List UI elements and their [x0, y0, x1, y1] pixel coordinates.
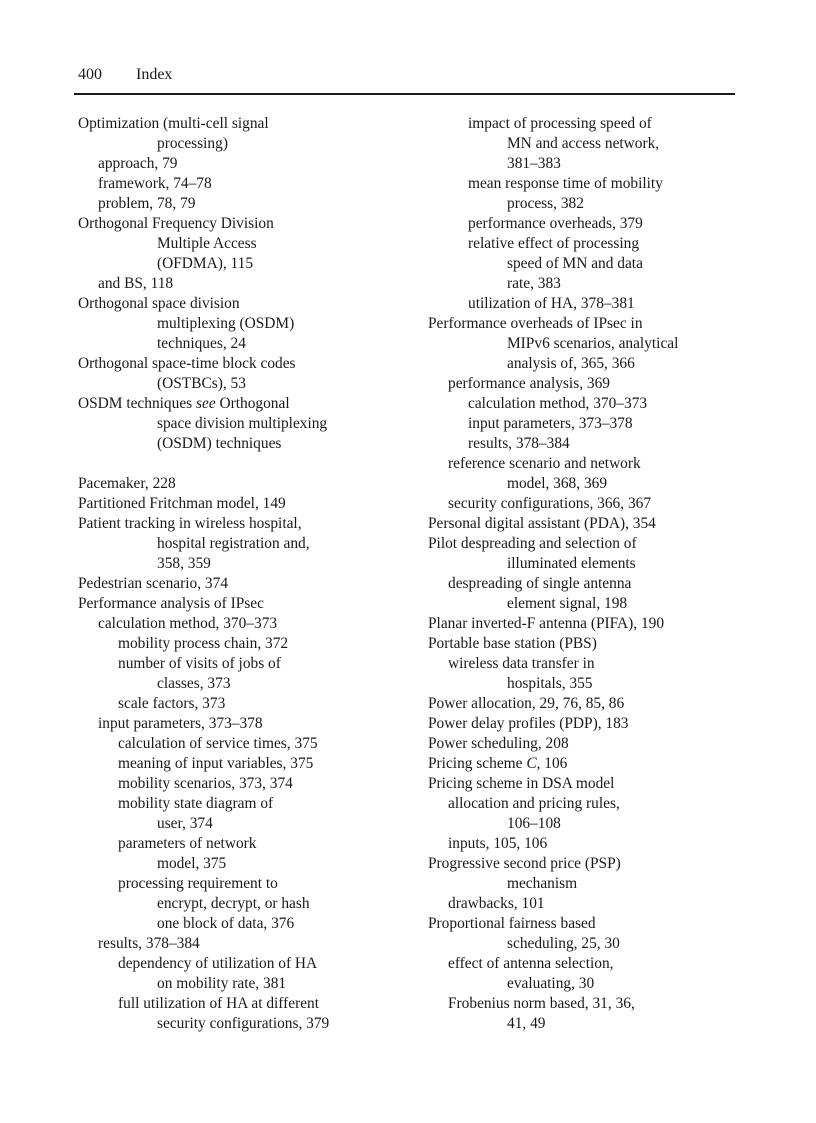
section-gap — [78, 454, 418, 474]
index-subentry: and BS, 118 — [98, 275, 174, 292]
index-entry-continuation: illuminated elements — [507, 555, 636, 572]
running-header — [78, 64, 735, 88]
index-subentry: scale factors, 373 — [118, 695, 226, 712]
entry-italic-text: C, — [526, 755, 541, 772]
entry-text: 106 — [540, 755, 568, 772]
index-entry-continuation: rate, 383 — [507, 275, 561, 292]
index-subentry: mean response time of mobility — [468, 175, 663, 192]
index-subentry: input parameters, 373–378 — [98, 715, 263, 732]
header-rule — [74, 93, 735, 95]
index-subentry: reference scenario and network — [448, 455, 641, 472]
index-subentry: mobility state diagram of — [118, 795, 274, 812]
index-entry: Proportional fairness based — [428, 915, 596, 932]
entry-italic-text: see — [196, 395, 216, 412]
index-subentry: despreading of single antenna — [448, 575, 632, 592]
index-entry-continuation: MIPv6 scenarios, analytical — [507, 335, 679, 352]
page-number: 400 — [78, 66, 102, 83]
index-entry-continuation: (OSDM) techniques — [157, 435, 282, 452]
index-entry: Personal digital assistant (PDA), 354 — [428, 515, 656, 532]
index-entry-continuation: mechanism — [507, 875, 578, 892]
index-subentry: dependency of utilization of HA — [118, 955, 318, 972]
index-subentry: approach, 79 — [98, 155, 178, 172]
index-subentry: utilization of HA, 378–381 — [468, 295, 635, 312]
index-entry-continuation: on mobility rate, 381 — [157, 975, 287, 992]
index-entry-continuation: hospitals, 355 — [507, 675, 593, 692]
index-entry: Pedestrian scenario, 374 — [78, 575, 229, 592]
index-column-left — [78, 114, 418, 1034]
index-subentry: calculation method, 370–373 — [468, 395, 648, 412]
index-entry-continuation: process, 382 — [507, 195, 584, 212]
index-entry-continuation: (OSTBCs), 53 — [157, 375, 246, 392]
index-entry-continuation: 41, 49 — [507, 1015, 546, 1032]
index-entry-continuation: model, 375 — [157, 855, 227, 872]
index-subentry: allocation and pricing rules, — [448, 795, 620, 812]
index-subentry: performance overheads, 379 — [468, 215, 643, 232]
index-subentry: mobility process chain, 372 — [118, 635, 289, 652]
index-subentry: effect of antenna selection, — [448, 955, 614, 972]
index-subentry: inputs, 105, 106 — [448, 835, 548, 852]
index-subentry: relative effect of processing — [468, 235, 640, 252]
index-entry: Performance overheads of IPsec in — [428, 315, 643, 332]
index-entry: Partitioned Fritchman model, 149 — [78, 495, 286, 512]
entry-text: Orthogonal — [215, 395, 290, 412]
index-entry-continuation: space division multiplexing — [157, 415, 328, 432]
index-entry-continuation: MN and access network, — [507, 135, 660, 152]
index-subentry: framework, 74–78 — [98, 175, 212, 192]
index-subentry: calculation of service times, 375 — [118, 735, 318, 752]
index-entry: Portable base station (PBS) — [428, 635, 597, 652]
index-entry: Pilot despreading and selection of — [428, 535, 637, 552]
index-entry: Orthogonal space division — [78, 295, 240, 312]
index-entry-continuation: model, 368, 369 — [507, 475, 608, 492]
index-entry-continuation: 358, 359 — [157, 555, 211, 572]
entry-text: OSDM techniques — [78, 395, 196, 412]
index-entry: Optimization (multi-cell signal — [78, 115, 269, 132]
index-entry-continuation: one block of data, 376 — [157, 915, 295, 932]
index-entry-continuation: Multiple Access — [157, 235, 257, 252]
index-entry-continuation: scheduling, 25, 30 — [507, 935, 620, 952]
index-subentry: problem, 78, 79 — [98, 195, 196, 212]
index-entry-continuation: (OFDMA), 115 — [157, 255, 254, 272]
index-entry-continuation: element signal, 198 — [507, 595, 628, 612]
index-entry: Performance analysis of IPsec — [78, 595, 264, 612]
index-entry-continuation: user, 374 — [157, 815, 213, 832]
index-entry-continuation: 381–383 — [507, 155, 561, 172]
index-entry: Planar inverted-F antenna (PIFA), 190 — [428, 615, 665, 632]
index-entry-continuation: evaluating, 30 — [507, 975, 595, 992]
index-entry-continuation: hospital registration and, — [157, 535, 310, 552]
index-entry-continuation: speed of MN and data — [507, 255, 643, 272]
index-entry: Power scheduling, 208 — [428, 735, 569, 752]
index-subentry: wireless data transfer in — [448, 655, 595, 672]
index-subentry: performance analysis, 369 — [448, 375, 610, 392]
index-entry-continuation: techniques, 24 — [157, 335, 246, 352]
index-entry: Orthogonal space-time block codes — [78, 355, 296, 372]
index-entry-continuation: security configurations, 379 — [157, 1015, 330, 1032]
running-title: Index — [136, 66, 173, 83]
index-subentry: results, 378–384 — [468, 435, 570, 452]
index-entry: Patient tracking in wireless hospital, — [78, 515, 302, 532]
index-entry: Orthogonal Frequency Division — [78, 215, 274, 232]
index-entry: Power allocation, 29, 76, 85, 86 — [428, 695, 625, 712]
index-subentry: parameters of network — [118, 835, 257, 852]
index-subentry: meaning of input variables, 375 — [118, 755, 314, 772]
index-subentry: results, 378–384 — [98, 935, 200, 952]
index-entry: Pacemaker, 228 — [78, 475, 176, 492]
index-subentry: calculation method, 370–373 — [98, 615, 278, 632]
index-entry: Power delay profiles (PDP), 183 — [428, 715, 629, 732]
index-entry — [428, 754, 738, 774]
index-subentry: Frobenius norm based, 31, 36, — [448, 995, 635, 1012]
index-subentry: impact of processing speed of — [468, 115, 652, 132]
index-entry: Progressive second price (PSP) — [428, 855, 621, 872]
index-subentry: number of visits of jobs of — [118, 655, 281, 672]
index-entry-continuation: classes, 373 — [157, 675, 231, 692]
index-entry-continuation: analysis of, 365, 366 — [507, 355, 635, 372]
index-subentry: drawbacks, 101 — [448, 895, 545, 912]
index-entry-continuation: multiplexing (OSDM) — [157, 315, 295, 332]
index-subentry: full utilization of HA at different — [118, 995, 320, 1012]
index-subentry: processing requirement to — [118, 875, 278, 892]
entry-text: Pricing scheme — [428, 755, 527, 772]
index-column-right — [428, 114, 738, 1034]
index-entry: Pricing scheme in DSA model — [428, 775, 615, 792]
index-subentry: mobility scenarios, 373, 374 — [118, 775, 293, 792]
index-entry-continuation: processing) — [157, 135, 228, 152]
index-entry-continuation: 106–108 — [507, 815, 561, 832]
index-subentry: input parameters, 373–378 — [468, 415, 633, 432]
index-entry-continuation: encrypt, decrypt, or hash — [157, 895, 310, 912]
index-entry — [78, 394, 418, 414]
index-subentry: security configurations, 366, 367 — [448, 495, 652, 512]
